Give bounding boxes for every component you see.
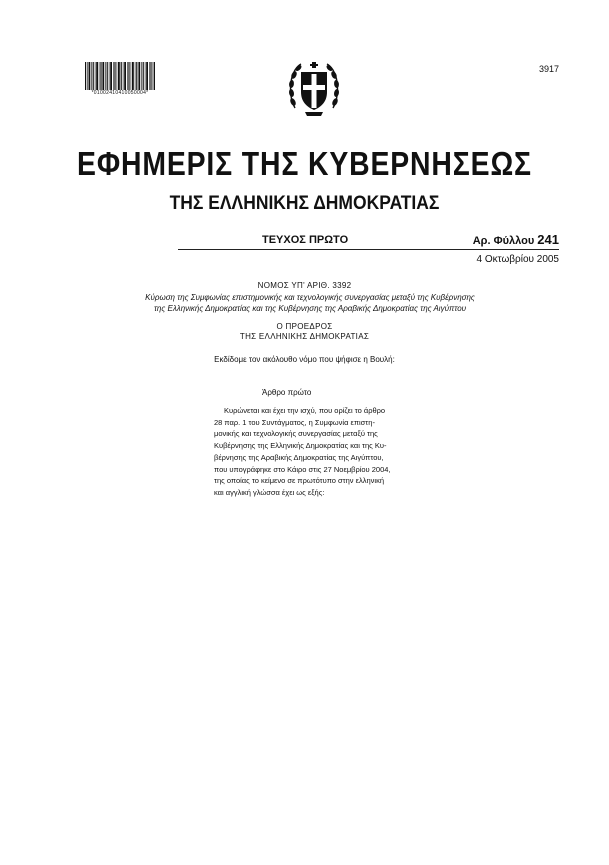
president-line: Ο ΠΡΟΕΔΡΟΣ	[276, 322, 333, 331]
article-line: μονικής και τεχνολογικής συνεργασίας μεταξύ της	[214, 429, 378, 439]
issue-date: 4 Οκτωβρίου 2005	[476, 254, 559, 265]
article-line: Κυρώνεται και έχει την ισχύ, που ορίζει το άρθρο	[224, 406, 386, 415]
president-line: ΤΗΣ ΕΛΛΗΝΙΚΗΣ ΔΗΜΟΚΡΑΤΙΑΣ	[239, 332, 370, 341]
header-divider	[178, 249, 559, 250]
greek-coat-of-arms-icon	[287, 58, 341, 120]
article-line: 28 παρ. 1 του Συντάγματος, η Συμφωνία επιστη-	[214, 417, 375, 427]
law-title-line: Κύρωση της Συμφωνίας επιστημονικής και τεχνολογικής συνεργασίας μεταξύ της Κυβέρνησης	[145, 293, 475, 302]
article-line: που υπογράφηκε στο Κάιρο στις 27 Νοεμβρίου 2004,	[214, 464, 391, 474]
barcode	[85, 62, 155, 90]
proclamation: Εκδίδομε τον ακόλουθο νόμο που ψήφισε η Βουλή:	[214, 355, 395, 364]
law-number: ΝΟΜΟΣ ΥΠ' ΑΡΙΘ. 3392	[257, 281, 352, 290]
masthead-subtitle: ΤΗΣ ΕΛΛΗΝΙΚΗΣ ΔΗΜΟΚΡΑΤΙΑΣ	[169, 193, 440, 214]
page-number: 3917	[538, 64, 559, 74]
sheet-number-value: 241	[537, 232, 559, 247]
article-heading: Άρθρο πρώτο	[262, 388, 312, 397]
masthead-title: ΕΦΗΜΕΡΙΣ ΤΗΣ ΚΥΒΕΡΝΗΣΕΩΣ	[77, 145, 532, 182]
barcode-number: *01002410410050004*	[91, 90, 149, 96]
law-title-line: της Ελληνικής Δημοκρατίας και της Κυβέρνησης της Αραβικής Δημοκρατίας της Αιγύπτου	[153, 304, 467, 313]
law-title	[120, 292, 500, 314]
article-line: Κυβέρνησης της Ελληνικής Δημοκρατίας και της Κυ-	[214, 441, 387, 451]
article-line: της οποίας το κείμενο σε πρωτότυπο στην ελληνική	[214, 476, 384, 486]
article-body	[214, 405, 434, 499]
sheet-number	[473, 232, 559, 247]
article-line: και αγγλική γλώσσα έχει ως εξής:	[214, 487, 325, 497]
issue-type: ΤΕΥΧΟΣ ΠΡΩΤΟ	[262, 234, 349, 246]
sheet-number-label: Αρ. Φύλλου	[472, 235, 535, 247]
article-line: βέρνησης της Αραβικής Δημοκρατίας της Αιγύπτου,	[214, 452, 384, 462]
president-heading	[0, 322, 609, 342]
